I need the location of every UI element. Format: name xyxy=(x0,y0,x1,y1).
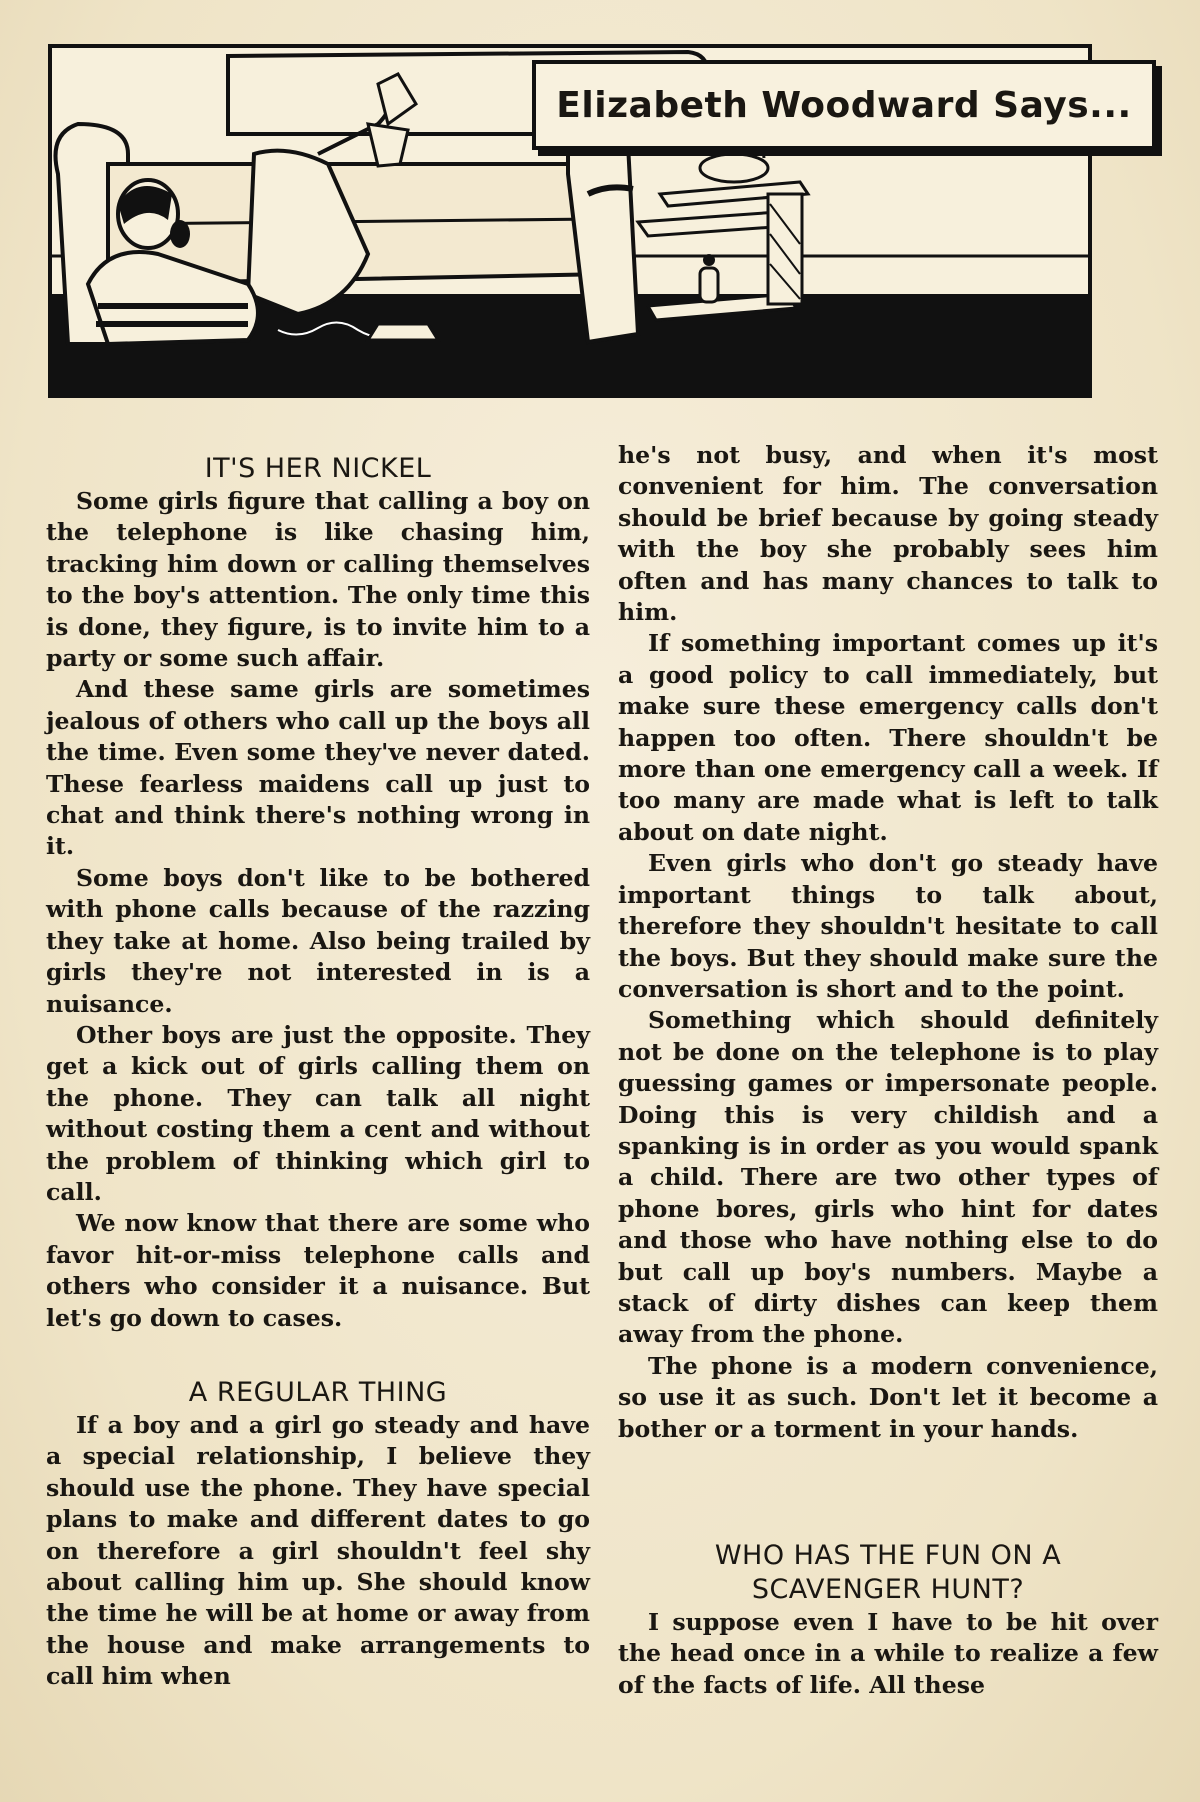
paragraph: Some girls figure that calling a boy on the telephone is like chasing him, tracking him down or calling themselves to the boy's attention. The only time this is done, they figure, is to invite him to a party or some such affair. xyxy=(46,487,590,673)
paragraph: If something important comes up it's a good policy to call immediately, but make sure these emergency calls don't happen too often. There shouldn't be more than one emergency call a week. If too many are made what is left to talk about on date night. xyxy=(618,629,1158,846)
heading-scavenger-hunt-line2: SCAVENGER HUNT? xyxy=(751,1574,1025,1605)
paragraph: The phone is a modern convenience, so use it as such. Don't let it become a bother or a torment in your hands. xyxy=(618,1351,1158,1443)
paragraph: Even girls who don't go steady have important things to talk about, therefore they shouldn't hesitate to call the boys. But they should make sure the conversation is short and to the point. xyxy=(618,849,1158,1003)
paragraph-continued: he's not busy, and when it's most convenient for him. The conversation should be brief because by going steady with the boy she probably sees him often and has many chances to talk to him. xyxy=(618,441,1158,627)
heading-its-her-nickel: IT'S HER NICKEL xyxy=(204,453,432,484)
heading-a-regular-thing: A REGULAR THING xyxy=(188,1376,448,1408)
paragraph: Other boys are just the opposite. They get a kick out of girls calling them on the phone. They can talk all night without costing them a cent and without the problem of thinking which girl to call. xyxy=(46,1020,590,1206)
paragraph: Something which should definitely not be done on the telephone is to play guessing games or impersonate people. Doing this is very childish and a spanking is in order as you would spank a child. There are two other types of phone bores, girls who hint for dates and those who have nothing else to do but call up boy's numbers. Maybe a stack of dirty dishes can keep them away from the phone. xyxy=(618,1006,1158,1349)
column-title-box xyxy=(532,60,1156,150)
column-title: Elizabeth Woodward Says... xyxy=(556,84,1132,126)
paragraph: I suppose even I have to be hit over the head once in a while to realize a few of the facts of life. All these xyxy=(618,1608,1158,1699)
heading-scavenger-hunt-line1: WHO HAS THE FUN ON A xyxy=(714,1540,1062,1571)
left-column xyxy=(46,452,590,1693)
paragraph: And these same girls are sometimes jealous of others who call up the boys all the time. Even some they've never dated. These fearless maidens call up just to chat and think there's nothing wrong in it. xyxy=(46,675,590,861)
paragraph: We now know that there are some who favor hit-or-miss telephone calls and others who consider it a nuisance. But let's go down to cases. xyxy=(46,1209,590,1332)
right-column xyxy=(618,440,1158,1701)
paragraph: If a boy and a girl go steady and have a special relationship, I believe they should use the phone. They have special plans to make and different dates to go on therefore a girl shouldn't feel shy about calling him up. She should know the time he will be at home or away from the house and make arrangements to call him when xyxy=(46,1410,590,1691)
paragraph: Some boys don't like to be bothered with phone calls because of the razzing they take at home. Also being trailed by girls they're not interested in is a nuisance. xyxy=(46,863,590,1018)
